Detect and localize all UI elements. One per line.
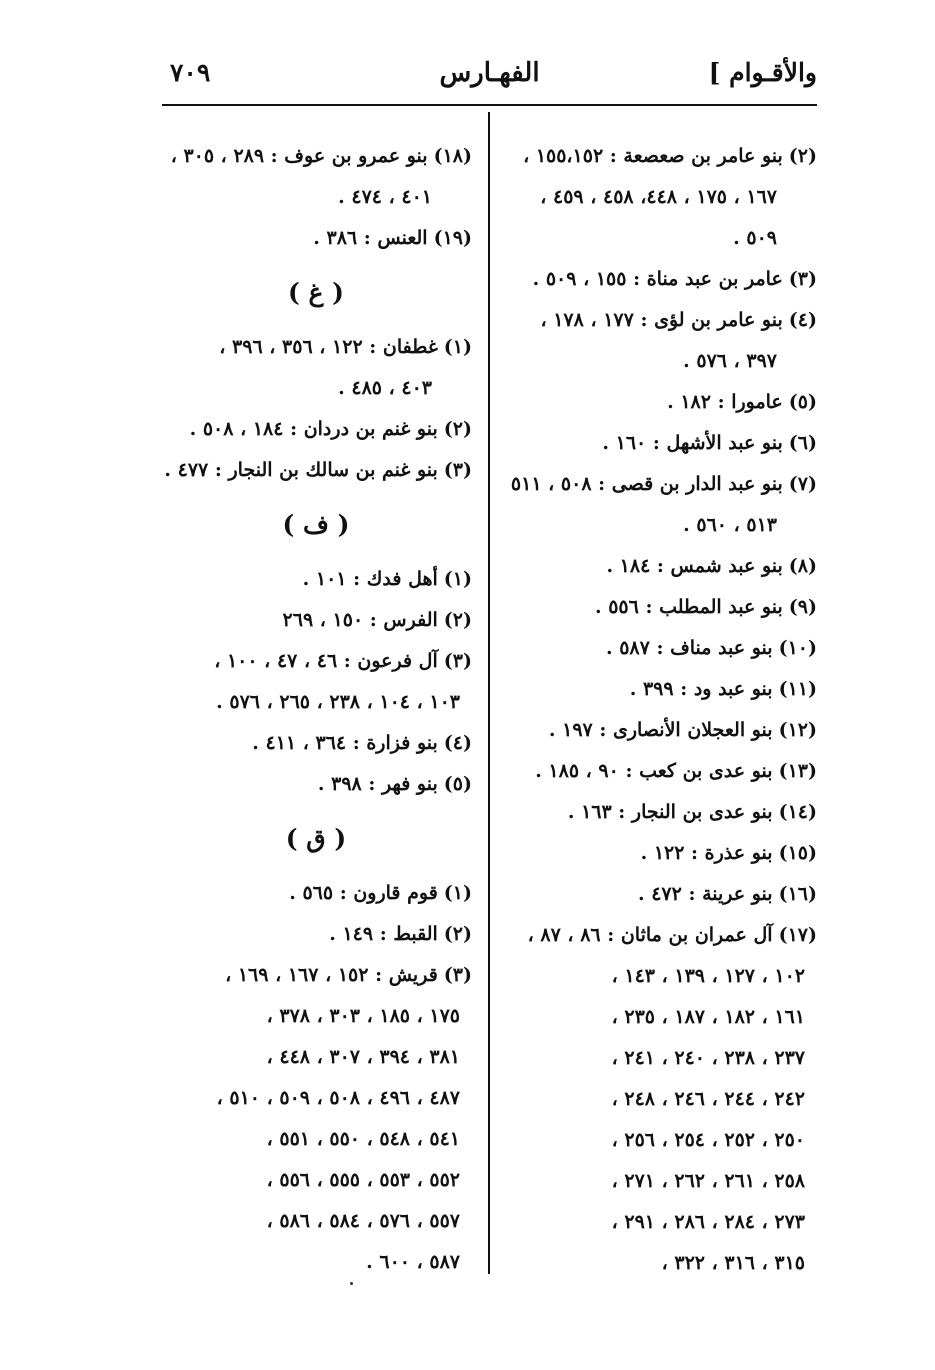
entry-text: غطفان : ١٢٢ ، ٣٥٦ ، ٣٩٦ ، (219, 336, 438, 358)
page-title: الفهـارس (439, 58, 540, 88)
index-entry (515, 382, 817, 423)
entry-number: (١٤) (778, 801, 817, 823)
entry-text: بنو عامر بن صعصعة : ١٥٥،١٥٢ ، (523, 145, 783, 167)
entry-text: بنو عذرة : ١٢٢ . (640, 842, 773, 864)
entry-number: (١) (443, 336, 472, 358)
left-column (160, 136, 472, 1283)
entry-number: (٣) (443, 964, 472, 986)
entry-text: بنو عامر بن لؤى : ١٧٧ ، ١٧٨ ، (540, 309, 783, 331)
entry-number: (٩) (788, 596, 817, 618)
entry-text: بنو عمرو بن عوف : ٢٨٩ ، ٣٠٥ ، (170, 145, 428, 167)
entry-continuation: ٣٩٧ ، ٥٧٦ . (683, 350, 777, 372)
index-entry (515, 669, 817, 710)
entry-text: آل فرعون : ٤٦ ، ٤٧ ، ١٠٠ ، (214, 650, 438, 672)
entry-text: آل عمران بن ماثان : ٨٦ ، ٨٧ ، (527, 924, 773, 946)
entry-text: القبط : ١٤٩ . (329, 923, 438, 945)
entry-number: (٣) (443, 459, 472, 481)
entry-continuation: ٥١٣ ، ٥٦٠ . (683, 514, 777, 536)
entry-text: بنو عدى بن النجار : ١٦٣ . (567, 801, 773, 823)
entry-text: قوم قارون : ٥٦٥ . (289, 882, 438, 904)
entry-continuation: ١٠٣ ، ١٠٤ ، ٢٣٨ ، ٢٦٥ ، ٥٧٦ . (216, 691, 460, 713)
entry-continuation: ٢٧٣ ، ٢٨٤ ، ٢٨٦ ، ٢٩١ ، (611, 1211, 805, 1233)
index-entry (515, 874, 817, 915)
entry-text: بنو عرينة : ٤٧٢ . (637, 883, 773, 905)
index-entry (160, 723, 472, 764)
entry-number: (٣) (788, 268, 817, 290)
entry-continuation: ٤٠٣ ، ٤٨٥ . (338, 377, 432, 399)
entry-number: (١٨) (433, 145, 472, 167)
entry-text: بنو غنم بن دردان : ١٨٤ ، ٥٠٨ . (189, 418, 438, 440)
index-entry (160, 409, 472, 450)
entry-continuation: ٢٣٧ ، ٢٣٨ ، ٢٤٠ ، ٢٤١ ، (611, 1047, 805, 1069)
index-entry (515, 587, 817, 628)
entry-number: (٣) (443, 650, 472, 672)
column-divider (488, 112, 490, 1274)
entry-number: (١٥) (778, 842, 817, 864)
entry-number: (٧) (788, 473, 817, 495)
page-mark (350, 1282, 353, 1285)
index-entry (160, 955, 472, 996)
index-entry (515, 423, 817, 464)
header-rule (162, 104, 817, 106)
entry-text: بنو عدى بن كعب : ٩٠ ، ١٨٥ . (535, 760, 773, 782)
index-entry (515, 136, 817, 177)
entry-number: (١٦) (778, 883, 817, 905)
index-entry (160, 764, 472, 805)
entry-number: (١٣) (778, 760, 817, 782)
entry-continuation: ٣٨١ ، ٣٩٤ ، ٣٠٧ ، ٤٤٨ ، (266, 1046, 460, 1068)
entry-number: (١٢) (778, 719, 817, 741)
entry-text: بنو عبد المطلب : ٥٥٦ . (594, 596, 783, 618)
entry-text: عامر بن عبد مناة : ١٥٥ ، ٥٠٩ . (532, 268, 783, 290)
entry-number: (١٧) (778, 924, 817, 946)
entry-number: (١) (443, 568, 472, 590)
entry-continuation: ٤٠١ ، ٤٧٤ . (338, 186, 432, 208)
entry-continuation: ٤٨٧ ، ٤٩٦ ، ٥٠٨ ، ٥٠٩ ، ٥١٠ ، (216, 1087, 460, 1109)
index-entry (160, 136, 472, 177)
entry-continuation: ١٧٥ ، ١٨٥ ، ٣٠٣ ، ٣٧٨ ، (266, 1005, 460, 1027)
entry-continuation: ١٠٢ ، ١٢٧ ، ١٣٩ ، ١٤٣ ، (611, 965, 805, 987)
page-number: ٧٠٩ (170, 58, 211, 87)
entry-text: بنو عبد ود : ٣٩٩ . (629, 678, 773, 700)
index-entry (160, 218, 472, 259)
entry-number: (٤) (443, 732, 472, 754)
page-header (162, 58, 817, 98)
entry-number: (٥) (788, 391, 817, 413)
entry-continuation: ٢٥٠ ، ٢٥٢ ، ٢٥٤ ، ٢٥٦ ، (611, 1129, 805, 1151)
index-entry (515, 628, 817, 669)
index-entry (510, 464, 817, 505)
entry-continuation: ٢٤٢ ، ٢٤٤ ، ٢٤٦ ، ٢٤٨ ، (611, 1088, 805, 1110)
entry-text: بنو فزارة : ٣٦٤ ، ٤١١ . (252, 732, 438, 754)
entry-text: بنو عبد شمس : ١٨٤ . (606, 555, 783, 577)
entry-continuation: ٥٠٩ . (733, 227, 777, 249)
index-entry (515, 833, 817, 874)
entry-number: (١١) (778, 678, 817, 700)
index-entry (160, 873, 472, 914)
index-entry (515, 300, 817, 341)
index-entry (515, 546, 817, 587)
entry-text: قريش : ١٥٢ ، ١٦٧ ، ١٦٩ ، (225, 964, 438, 986)
index-entry (515, 915, 817, 956)
index-entry (515, 259, 817, 300)
index-entry (160, 641, 472, 682)
entry-number: (٦) (788, 432, 817, 454)
entry-text: عامورا : ١٨٢ . (667, 391, 783, 413)
entry-continuation: ١٦٧ ، ١٧٥ ، ٤٤٨، ٤٥٨ ، ٤٥٩ ، (540, 186, 777, 208)
section-letter-heading: ( غ ) (288, 278, 344, 307)
section-letter-heading: ( ف ) (282, 510, 350, 539)
entry-text: بنو العجلان الأنصارى : ١٩٧ . (548, 719, 773, 741)
entry-continuation: ٣١٥ ، ٣١٦ ، ٣٢٢ ، (661, 1252, 805, 1274)
running-title: والأقـوام ] (708, 58, 817, 87)
entry-continuation: ١٦١ ، ١٨٢ ، ١٨٧ ، ٢٣٥ ، (611, 1006, 805, 1028)
entry-continuation: ٥٥٧ ، ٥٧٦ ، ٥٨٤ ، ٥٨٦ ، (266, 1210, 460, 1232)
index-entry (515, 710, 817, 751)
entry-text: بنو عبد مناف : ٥٨٧ . (605, 637, 773, 659)
entry-text: العنس : ٣٨٦ . (313, 227, 428, 249)
entry-number: (٥) (443, 773, 472, 795)
entry-text: أهل فدك : ١٠١ . (302, 568, 438, 590)
right-column (510, 136, 817, 1284)
entry-number: (١٩) (433, 227, 472, 249)
entry-number: (٢) (443, 923, 472, 945)
entry-number: (٤) (788, 309, 817, 331)
entry-number: (٢) (443, 609, 472, 631)
entry-continuation: ٥٤١ ، ٥٤٨ ، ٥٥٠ ، ٥٥١ ، (266, 1128, 460, 1150)
entry-number: (٨) (788, 555, 817, 577)
entry-text: بنو غنم بن سالك بن النجار : ٤٧٧ . (164, 459, 438, 481)
entry-text: الفرس : ١٥٠ ، ٢٦٩ (282, 609, 438, 631)
index-entry (160, 600, 472, 641)
index-entry (160, 559, 472, 600)
index-entry (160, 450, 472, 491)
index-entry (515, 792, 817, 833)
entry-text: بنو عبد الأشهل : ١٦٠ . (602, 432, 783, 454)
entry-number: (٢) (443, 418, 472, 440)
index-entry (160, 327, 472, 368)
entry-text: بنو عبد الدار بن قصى : ٥٠٨ ، ٥١١ (510, 473, 783, 495)
section-letter-heading: ( ق ) (285, 824, 347, 853)
entry-continuation: ٥٨٧ ، ٦٠٠ . (366, 1251, 460, 1273)
index-entry (515, 751, 817, 792)
index-entry (160, 914, 472, 955)
entry-continuation: ٥٥٢ ، ٥٥٣ ، ٥٥٥ ، ٥٥٦ ، (266, 1169, 460, 1191)
entry-text: بنو فهر : ٣٩٨ . (317, 773, 438, 795)
entry-continuation: ٢٥٨ ، ٢٦١ ، ٢٦٢ ، ٢٧١ ، (611, 1170, 805, 1192)
entry-number: (١) (443, 882, 472, 904)
entry-number: (٢) (788, 145, 817, 167)
entry-number: (١٠) (778, 637, 817, 659)
